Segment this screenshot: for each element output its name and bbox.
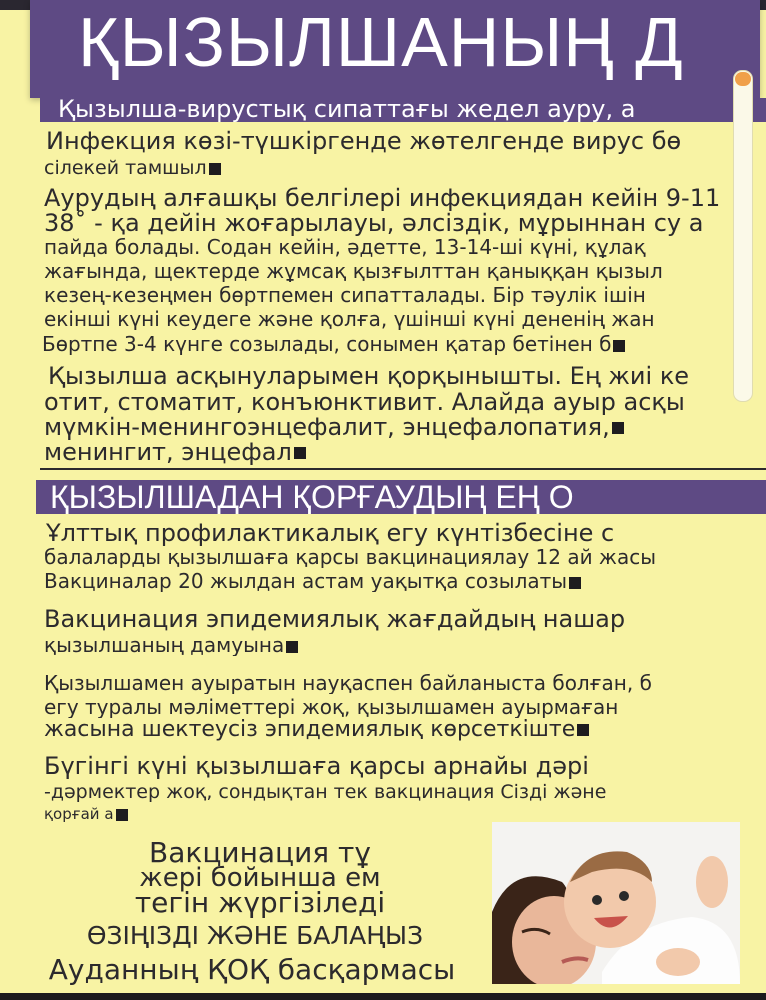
prevention-p1-line-text: Вакциналар 20 жылдан астам уақытқа созылаты bbox=[44, 570, 568, 592]
redaction-mark bbox=[612, 422, 624, 434]
subtitle-banner bbox=[40, 98, 766, 122]
prevention-p3-line: Қызылшамен ауыратын науқаспен байланыста болған, б bbox=[44, 672, 652, 694]
scrollbar-thumb[interactable] bbox=[735, 72, 751, 86]
complications-line: отит, стоматит, конъюнктивит. Алайда ауыр асқы bbox=[44, 389, 685, 415]
prevention-p3-line: егу туралы мәліметтері жоқ, қызылшамен ауырмаған bbox=[44, 696, 619, 718]
redaction-mark bbox=[294, 447, 306, 459]
footer-line-2: жері бойынша ем bbox=[139, 863, 381, 893]
mother-baby-photo bbox=[492, 822, 740, 984]
prevention-p4-line-last-text: қорғай а bbox=[44, 805, 114, 823]
prevention-p2-line-text: қызылшаның дамуына bbox=[44, 634, 285, 656]
complications-line-text: мүмкін-менингоэнцефалит, энцефалопатия, bbox=[44, 414, 610, 440]
symptoms-line: кезең-кезеңмен бөртпемен сипатталады. Бір тәулік ішін bbox=[44, 284, 646, 306]
symptoms-line: 38˚ - қа дейін жоғарылауы, әлсіздік, мұрыннан су а bbox=[44, 210, 704, 236]
complications-line bbox=[44, 414, 764, 440]
subtitle-text: Қызылша-вирустық сипаттағы жедел ауру, а bbox=[58, 98, 636, 122]
intro-line-2-text: сілекей тамшыл bbox=[44, 157, 207, 179]
prevention-p1-line bbox=[44, 570, 684, 592]
symptoms-line-last-text: Бөртпе 3-4 күнге созылады, сонымен қатар бетінен б bbox=[42, 333, 612, 355]
redaction-mark bbox=[613, 340, 625, 352]
complications-line: Қызылша асқынуларымен қорқынышты. Ең жиі ке bbox=[48, 363, 690, 389]
redaction-mark bbox=[569, 577, 581, 589]
symptoms-line: жағында, щектерде жұмсақ қызғылттан қаныққан қызыл bbox=[44, 260, 663, 282]
complications-line-last-text: менингит, энцефал bbox=[44, 439, 292, 465]
prevention-p1-head: Ұлттық профилактикалық егу күнтізбесіне с bbox=[46, 520, 615, 546]
title-banner bbox=[30, 0, 760, 98]
prevention-p2-line bbox=[44, 634, 444, 656]
prevention-section-title: ҚЫЗЫЛШАДАН ҚОРҒАУДЫҢ ЕҢ О bbox=[50, 480, 574, 514]
section-divider bbox=[40, 468, 766, 470]
prevention-p3-line bbox=[44, 718, 744, 742]
redaction-mark bbox=[209, 163, 221, 175]
prevention-p4-line: -дәрмектер жоқ, сондықтан тек вакцинация Сізді және bbox=[44, 781, 607, 803]
symptoms-line: пайда болады. Содан кейін, әдетте, 13-14-ші күні, құлақ bbox=[44, 236, 646, 258]
redaction-mark bbox=[286, 641, 298, 653]
symptoms-line: Аурудың алғашқы белгілері инфекциядан кейін 9-11 bbox=[44, 185, 721, 211]
prevention-section-banner bbox=[36, 480, 766, 514]
footer-line-5: Ауданның ҚОҚ басқармасы bbox=[48, 953, 456, 986]
prevention-p4-head: Бүгінгі күні қызылшаға қарсы арнайы дәрі bbox=[44, 753, 589, 779]
redaction-mark bbox=[577, 724, 589, 736]
footer-line-1: Вакцинация тұ bbox=[149, 836, 371, 869]
intro-line-1: Инфекция көзі-түшкіргенде жөтелгенде вирус бө bbox=[46, 128, 682, 154]
prevention-p1-line: балаларды қызылшаға қарсы вакцинациялау 12 ай жасы bbox=[44, 546, 656, 568]
mother-baby-illustration bbox=[492, 822, 740, 984]
symptoms-line-last bbox=[42, 333, 732, 355]
redaction-mark bbox=[116, 809, 128, 821]
bottom-frame-band bbox=[0, 993, 766, 1000]
footer-line-4: ӨЗІҢІЗДІ ЖӘНЕ БАЛАҢЫЗ bbox=[86, 921, 424, 950]
footer-line-3: тегін жүргізіледі bbox=[134, 886, 386, 919]
intro-line-2 bbox=[44, 157, 444, 179]
page-title: ҚЫЗЫЛШАНЫҢ Д bbox=[78, 3, 684, 81]
symptoms-line: екінші күні кеудеге және қолға, үшінші күні дененің жан bbox=[44, 308, 655, 330]
complications-line-last bbox=[44, 439, 644, 465]
prevention-p3-line-text: жасына шектеусіз эпидемиялық көрсеткіште bbox=[44, 718, 576, 742]
prevention-p4-line-last bbox=[44, 803, 344, 825]
vertical-scrollbar[interactable] bbox=[733, 70, 753, 402]
prevention-p2-head: Вакцинация эпидемиялық жағдайдың нашар bbox=[44, 606, 626, 632]
